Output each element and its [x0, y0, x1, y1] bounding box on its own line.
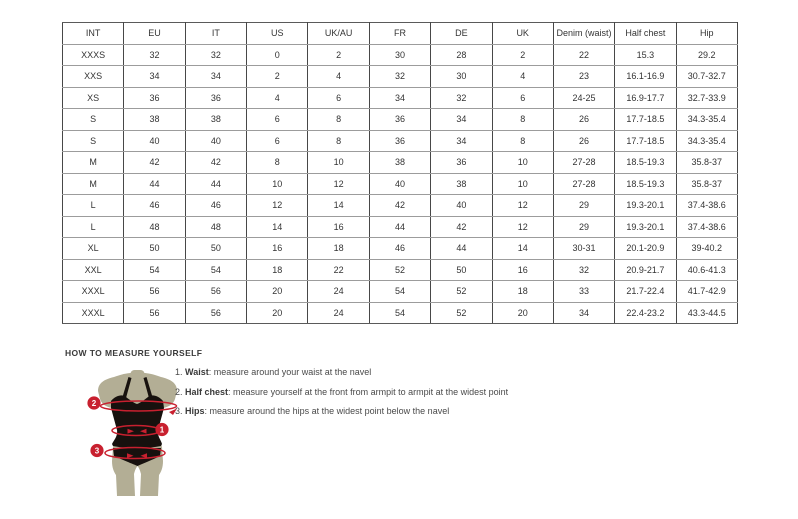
table-cell: 44	[431, 238, 492, 260]
table-cell: 21.7-22.4	[615, 281, 676, 303]
table-cell: 20.1-20.9	[615, 238, 676, 260]
table-cell: 30	[431, 66, 492, 88]
step-text: : measure around your waist at the navel	[208, 367, 372, 377]
table-cell: 32.7-33.9	[676, 87, 737, 109]
table-cell: 12	[492, 195, 553, 217]
table-cell: 0	[247, 44, 308, 66]
table-cell: 24	[308, 302, 369, 324]
table-cell: 40	[431, 195, 492, 217]
badge-number: 1	[159, 425, 165, 435]
table-cell: 12	[308, 173, 369, 195]
step-text: : measure yourself at the front from armpit to armpit at the widest point	[228, 386, 509, 397]
table-cell: XXL	[63, 259, 124, 281]
table-cell: 34	[431, 130, 492, 152]
table-cell: 36	[369, 109, 430, 131]
table-cell: 22.4-23.2	[615, 302, 676, 324]
table-cell: 2	[492, 44, 553, 66]
table-cell: 39-40.2	[676, 238, 737, 260]
table-cell: 20.9-21.7	[615, 259, 676, 281]
table-cell: 46	[369, 238, 430, 260]
table-cell: 26	[553, 130, 614, 152]
table-header-row	[63, 23, 738, 45]
table-cell: 8	[247, 152, 308, 174]
measurement-figure-illustration	[84, 369, 184, 497]
table-cell: 17.7-18.5	[615, 130, 676, 152]
table-cell: XXXS	[63, 44, 124, 66]
table-cell: 18	[308, 238, 369, 260]
table-row	[63, 66, 738, 88]
table-cell: 27-28	[553, 152, 614, 174]
table-cell: 29	[553, 195, 614, 217]
table-cell: 54	[185, 259, 246, 281]
table-row	[63, 44, 738, 66]
table-cell: 18	[247, 259, 308, 281]
table-cell: 14	[492, 238, 553, 260]
table-cell: 36	[185, 87, 246, 109]
table-cell: XL	[63, 238, 124, 260]
table-cell: 32	[553, 259, 614, 281]
table-cell: 42	[369, 195, 430, 217]
table-cell: 38	[369, 152, 430, 174]
table-cell: 40	[369, 173, 430, 195]
mannequin-neck	[131, 370, 145, 382]
table-row	[63, 109, 738, 131]
table-cell: 29	[553, 216, 614, 238]
table-row	[63, 281, 738, 303]
table-row	[63, 195, 738, 217]
table-cell: 27-28	[553, 173, 614, 195]
table-cell: 42	[124, 152, 185, 174]
table-cell: 42	[431, 216, 492, 238]
table-cell: 16.9-17.7	[615, 87, 676, 109]
table-cell: 41.7-42.9	[676, 281, 737, 303]
table-cell: 33	[553, 281, 614, 303]
column-header: FR	[369, 23, 430, 45]
table-cell: 22	[308, 259, 369, 281]
table-cell: L	[63, 195, 124, 217]
badge-number: 3	[94, 446, 100, 456]
column-header: DE	[431, 23, 492, 45]
badge-half-chest	[87, 396, 100, 409]
table-row	[63, 302, 738, 324]
table-cell: 10	[247, 173, 308, 195]
table-row	[63, 87, 738, 109]
table-cell: 24-25	[553, 87, 614, 109]
table-cell: 54	[369, 302, 430, 324]
measure-steps-list	[175, 363, 508, 422]
table-cell: 30	[369, 44, 430, 66]
table-cell: 56	[185, 281, 246, 303]
table-cell: 50	[124, 238, 185, 260]
table-cell: 34	[369, 87, 430, 109]
table-cell: 17.7-18.5	[615, 109, 676, 131]
table-cell: 32	[369, 66, 430, 88]
table-cell: M	[63, 152, 124, 174]
table-cell: 35.8-37	[676, 152, 737, 174]
size-chart-table	[62, 22, 738, 324]
measure-section-title: HOW TO MEASURE YOURSELF	[65, 348, 203, 358]
table-cell: 30.7-32.7	[676, 66, 737, 88]
table-cell: 2	[308, 44, 369, 66]
table-cell: 14	[308, 195, 369, 217]
table-cell: 8	[308, 109, 369, 131]
table-cell: 2	[247, 66, 308, 88]
table-cell: 54	[124, 259, 185, 281]
table-cell: 10	[308, 152, 369, 174]
table-cell: 28	[431, 44, 492, 66]
table-cell: 52	[431, 281, 492, 303]
table-cell: 46	[124, 195, 185, 217]
table-cell: 12	[247, 195, 308, 217]
column-header: Hip	[676, 23, 737, 45]
table-cell: 20	[247, 281, 308, 303]
table-cell: 32	[431, 87, 492, 109]
measure-step-waist	[175, 363, 508, 383]
table-cell: S	[63, 109, 124, 131]
table-cell: 15.3	[615, 44, 676, 66]
table-cell: M	[63, 173, 124, 195]
table-cell: 44	[185, 173, 246, 195]
step-number: 1.	[175, 367, 183, 377]
table-cell: 4	[308, 66, 369, 88]
column-header: EU	[124, 23, 185, 45]
table-cell: 32	[185, 44, 246, 66]
table-cell: L	[63, 216, 124, 238]
table-cell: 6	[308, 87, 369, 109]
table-cell: 23	[553, 66, 614, 88]
column-header: Denim (waist)	[553, 23, 614, 45]
table-cell: 56	[124, 302, 185, 324]
table-cell: 22	[553, 44, 614, 66]
table-cell: XXXL	[63, 281, 124, 303]
table-cell: 38	[431, 173, 492, 195]
table-cell: 37.4-38.6	[676, 216, 737, 238]
table-cell: 56	[185, 302, 246, 324]
column-header: INT	[63, 23, 124, 45]
table-cell: 46	[185, 195, 246, 217]
table-cell: 52	[369, 259, 430, 281]
step-text: : measure around the hips at the widest point below the navel	[204, 406, 450, 416]
table-row	[63, 259, 738, 281]
table-row	[63, 152, 738, 174]
table-cell: 20	[247, 302, 308, 324]
table-cell: 52	[431, 302, 492, 324]
table-cell: 4	[247, 87, 308, 109]
table-cell: 36	[431, 152, 492, 174]
table-cell: 18.5-19.3	[615, 152, 676, 174]
table-cell: 18	[492, 281, 553, 303]
table-row	[63, 173, 738, 195]
table-cell: 38	[124, 109, 185, 131]
table-cell: 38	[185, 109, 246, 131]
table-cell: 6	[492, 87, 553, 109]
table-cell: 34	[185, 66, 246, 88]
table-cell: 54	[369, 281, 430, 303]
table-cell: S	[63, 130, 124, 152]
table-cell: 8	[308, 130, 369, 152]
table-cell: 16.1-16.9	[615, 66, 676, 88]
table-cell: 6	[247, 130, 308, 152]
table-body	[63, 44, 738, 324]
table-cell: 8	[492, 109, 553, 131]
table-cell: 34.3-35.4	[676, 130, 737, 152]
table-cell: XXXL	[63, 302, 124, 324]
table-cell: 19.3-20.1	[615, 195, 676, 217]
table-cell: 34.3-35.4	[676, 109, 737, 131]
column-header: Half chest	[615, 23, 676, 45]
table-cell: 40.6-41.3	[676, 259, 737, 281]
column-header: US	[247, 23, 308, 45]
table-cell: 48	[124, 216, 185, 238]
table-cell: 4	[492, 66, 553, 88]
table-cell: XS	[63, 87, 124, 109]
table-cell: XXS	[63, 66, 124, 88]
table-cell: 36	[124, 87, 185, 109]
badge-hips	[90, 444, 103, 457]
table-cell: 19.3-20.1	[615, 216, 676, 238]
table-cell: 24	[308, 281, 369, 303]
step-number: 3.	[175, 406, 183, 416]
table-cell: 43.3-44.5	[676, 302, 737, 324]
step-label: Waist	[185, 367, 209, 377]
table-cell: 44	[124, 173, 185, 195]
table-cell: 26	[553, 109, 614, 131]
table-cell: 10	[492, 152, 553, 174]
table-cell: 32	[124, 44, 185, 66]
badge-waist	[155, 423, 168, 436]
column-header: UK	[492, 23, 553, 45]
table-row	[63, 216, 738, 238]
table-cell: 34	[553, 302, 614, 324]
column-header: UK/AU	[308, 23, 369, 45]
table-cell: 16	[247, 238, 308, 260]
step-label: Half chest	[185, 386, 229, 397]
table-row	[63, 130, 738, 152]
table-cell: 36	[369, 130, 430, 152]
table-cell: 20	[492, 302, 553, 324]
table-cell: 40	[185, 130, 246, 152]
measure-step-half-chest	[175, 383, 508, 403]
table-cell: 50	[185, 238, 246, 260]
table-cell: 40	[124, 130, 185, 152]
step-number: 2.	[175, 386, 183, 397]
table-cell: 10	[492, 173, 553, 195]
table-cell: 14	[247, 216, 308, 238]
table-cell: 34	[431, 109, 492, 131]
table-cell: 12	[492, 216, 553, 238]
table-cell: 37.4-38.6	[676, 195, 737, 217]
measure-step-hips	[175, 402, 508, 422]
table-cell: 8	[492, 130, 553, 152]
table-cell: 35.8-37	[676, 173, 737, 195]
table-cell: 16	[492, 259, 553, 281]
table-cell: 34	[124, 66, 185, 88]
table-cell: 30-31	[553, 238, 614, 260]
table-row	[63, 238, 738, 260]
column-header: IT	[185, 23, 246, 45]
table-cell: 16	[308, 216, 369, 238]
table-cell: 44	[369, 216, 430, 238]
badge-number: 2	[91, 399, 97, 408]
table-cell: 56	[124, 281, 185, 303]
table-cell: 42	[185, 152, 246, 174]
table-cell: 18.5-19.3	[615, 173, 676, 195]
table-cell: 6	[247, 109, 308, 131]
table-cell: 50	[431, 259, 492, 281]
table-cell: 29.2	[676, 44, 737, 66]
step-label: Hips	[185, 406, 205, 416]
table-cell: 48	[185, 216, 246, 238]
